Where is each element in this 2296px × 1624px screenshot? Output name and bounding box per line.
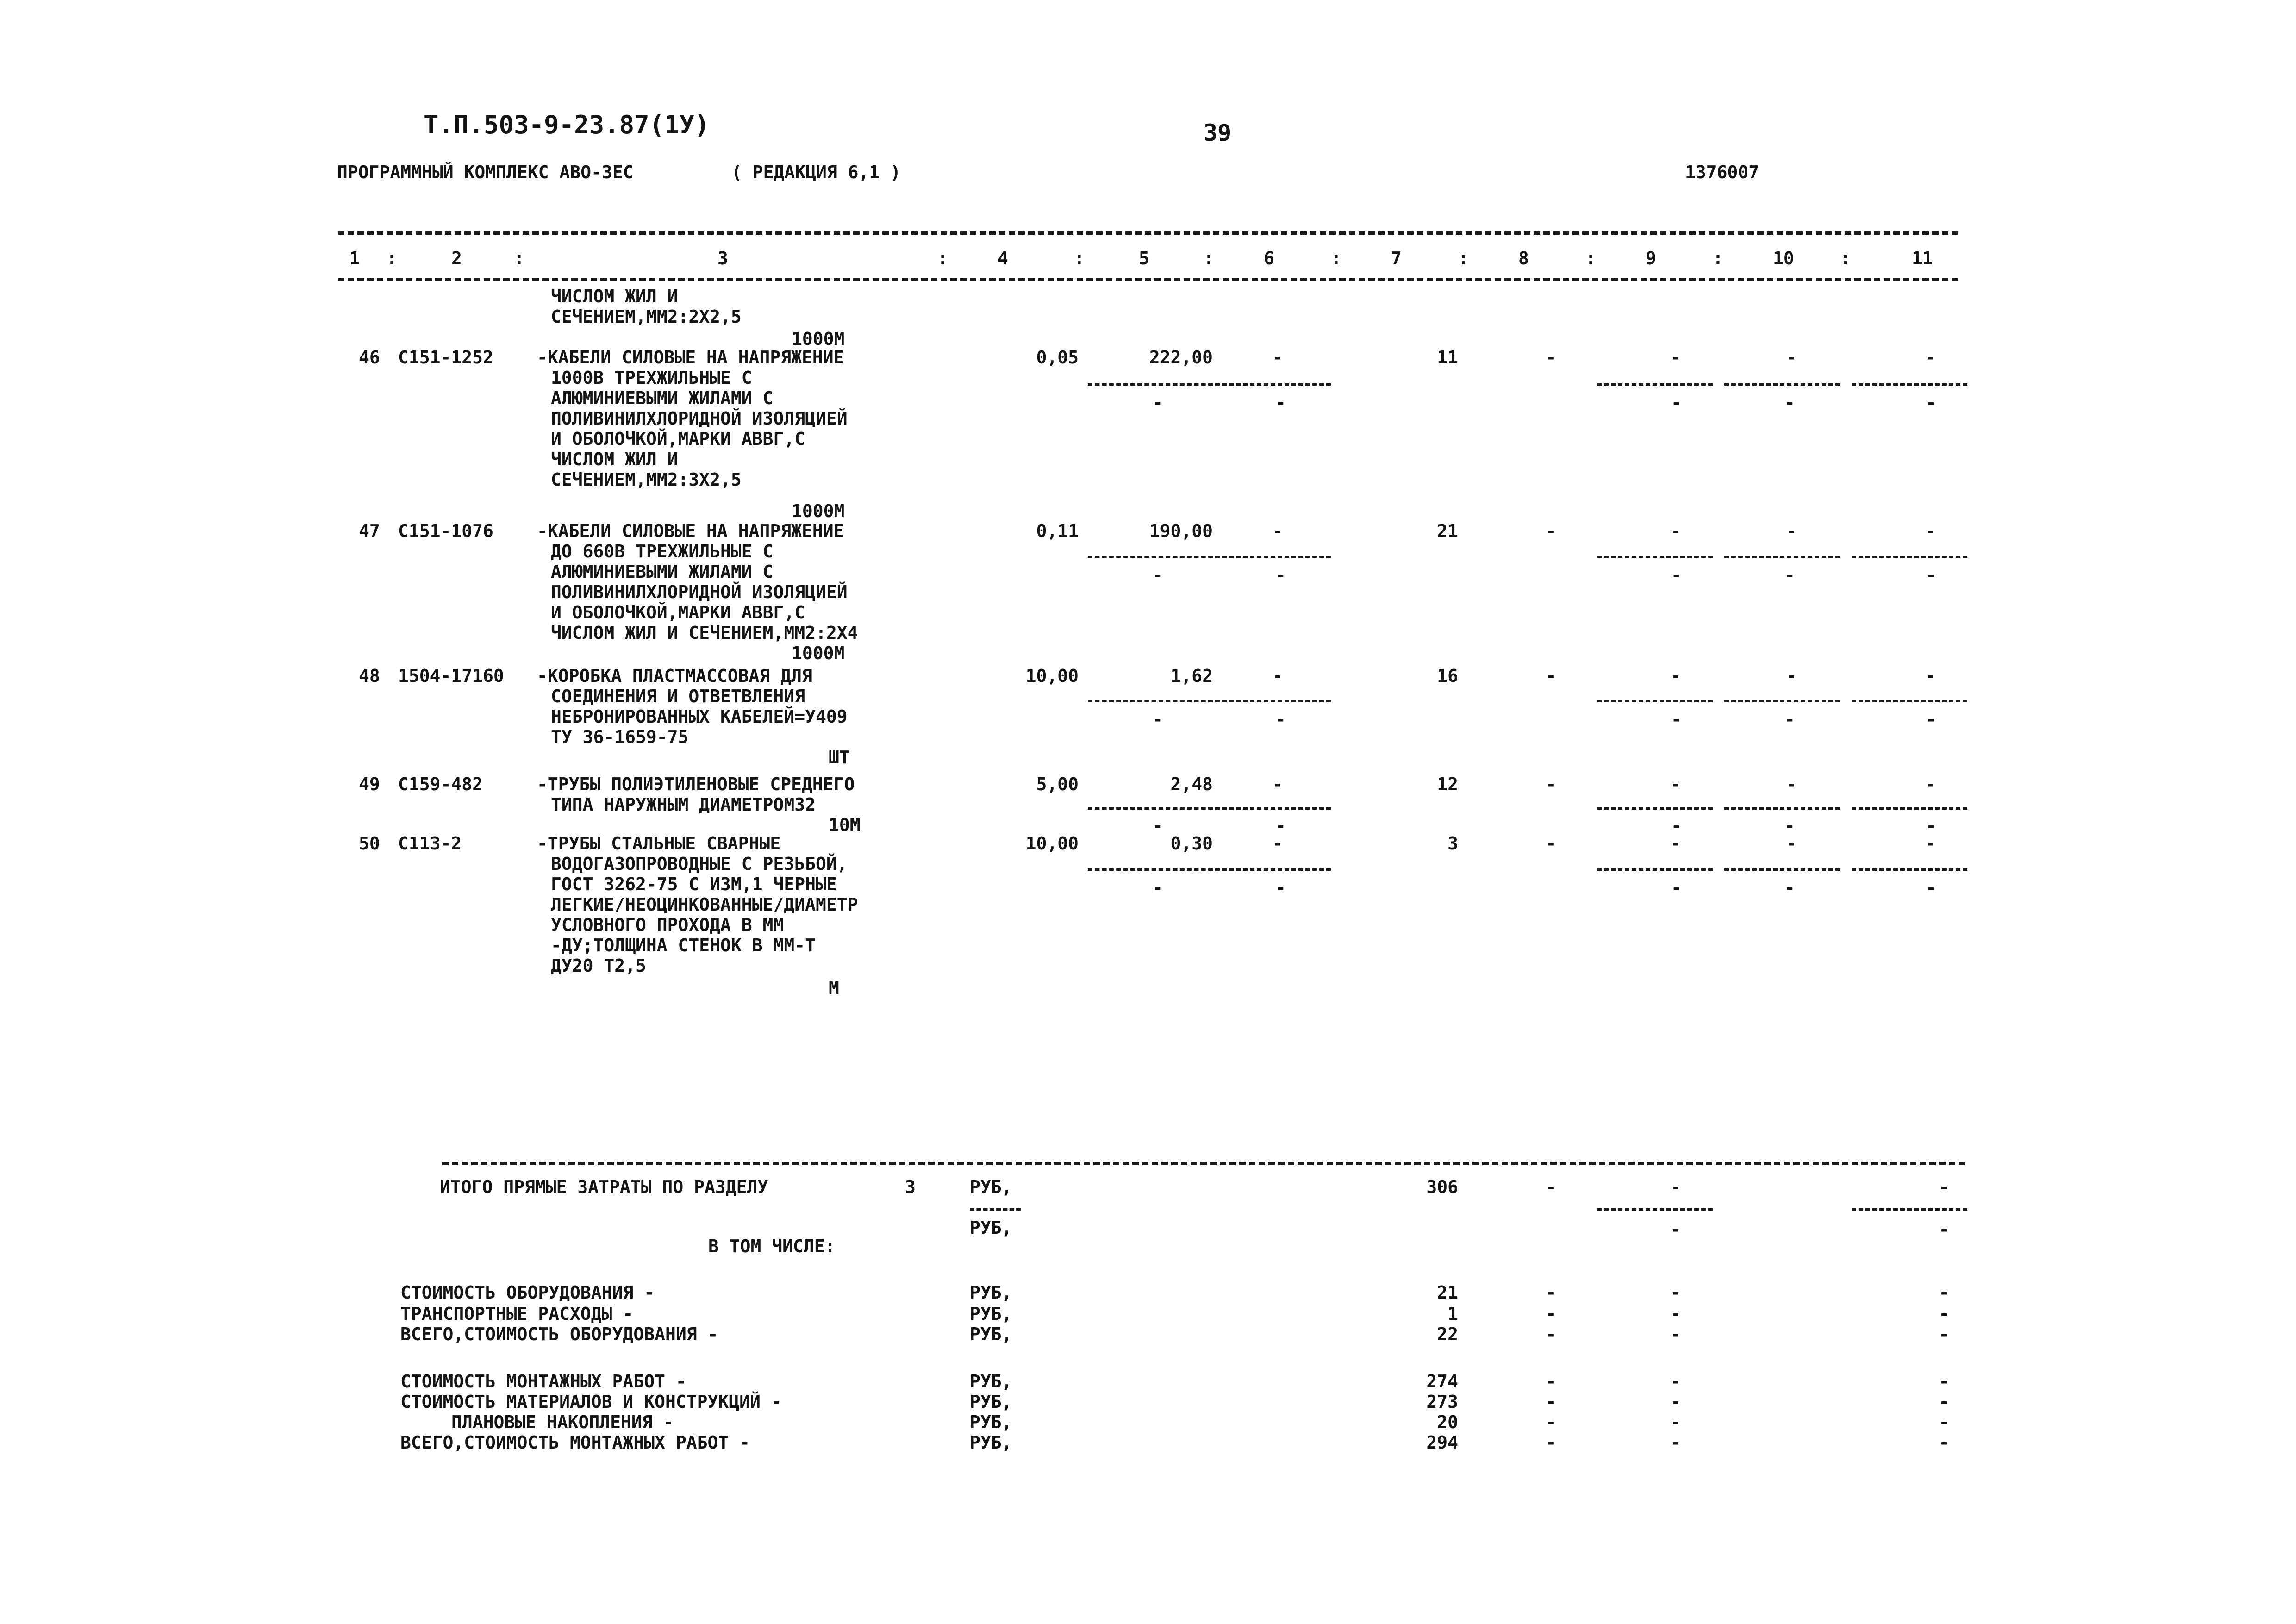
row-c9: -: [1670, 833, 1681, 854]
row-number: 47: [359, 521, 380, 541]
col-number: 7: [1391, 248, 1402, 269]
row-c7: 16: [1437, 666, 1458, 686]
summary-label: ПЛАНОВЫЕ НАКОПЛЕНИЯ -: [451, 1412, 674, 1432]
row-subrule: [1088, 807, 1213, 810]
col-number: 8: [1518, 248, 1529, 269]
summary-c9: -: [1670, 1282, 1681, 1303]
summary-c9: -: [1670, 1371, 1681, 1392]
summary-c11: -: [1939, 1412, 1950, 1432]
table-header-rule: [338, 278, 1958, 281]
row-desc-line: УСЛОВНОГО ПРОХОДА В ММ: [551, 915, 784, 935]
summary-c11: -: [1939, 1324, 1950, 1344]
row-c8: -: [1545, 521, 1556, 541]
row-sub-dash: -: [1153, 709, 1163, 730]
row-sub-dash: -: [1926, 709, 1936, 730]
row-desc-line: И ОБОЛОЧКОЙ,МАРКИ АВВГ,С: [551, 602, 805, 623]
row-c10: -: [1786, 833, 1797, 854]
edition: ( РЕДАКЦИЯ 6,1 ): [731, 162, 901, 182]
row-sub-dash: -: [1153, 816, 1163, 836]
totals-value: 306: [1426, 1177, 1458, 1197]
row-desc-line: 1000В ТРЕХЖИЛЬНЫЕ С: [551, 368, 752, 388]
summary-c11: -: [1939, 1304, 1950, 1324]
row-c8: -: [1545, 774, 1556, 794]
summary-c9: -: [1670, 1432, 1681, 1453]
summary-c11: -: [1939, 1282, 1950, 1303]
row-subrule: [1724, 868, 1840, 871]
row-qty: 0,11: [1036, 521, 1079, 541]
row-sub-dash: -: [1784, 709, 1795, 730]
row-qty: 0,05: [1036, 347, 1079, 368]
summary-unit: РУБ,: [970, 1392, 1012, 1412]
row-unit: 1000М: [792, 643, 845, 663]
row-c9: -: [1670, 774, 1681, 794]
row-desc-line: ДУ20 Т2,5: [551, 956, 646, 976]
row-desc-line: ПОЛИВИНИЛХЛОРИДНОЙ ИЗОЛЯЦИЕЙ: [551, 408, 848, 429]
row-price: 2,48: [1170, 774, 1213, 794]
row-sub-dash: -: [1926, 816, 1936, 836]
row-c11: -: [1925, 666, 1936, 686]
row-c7: 12: [1437, 774, 1458, 794]
row-unit: 10М: [829, 815, 861, 835]
summary-c11: -: [1939, 1432, 1950, 1453]
row-c11: -: [1925, 774, 1936, 794]
table-top-rule: [338, 231, 1958, 235]
summary-c8: -: [1545, 1392, 1556, 1412]
summary-label: СТОИМОСТЬ МОНТАЖНЫХ РАБОТ -: [400, 1371, 686, 1392]
row-code: С151-1252: [398, 347, 493, 368]
row-c8: -: [1545, 666, 1556, 686]
summary-value: 294: [1426, 1432, 1458, 1453]
row-sub-dash: -: [1784, 816, 1795, 836]
row-subrule: [1597, 700, 1713, 702]
col-number: 6: [1264, 248, 1274, 269]
row-price: 222,00: [1149, 347, 1213, 368]
row-code: С159-482: [398, 774, 483, 794]
row-subrule: [1597, 807, 1713, 810]
totals-c9: -: [1670, 1177, 1681, 1197]
row-sub-dash: -: [1671, 878, 1682, 898]
row-sub-dash: -: [1153, 878, 1163, 898]
summary-label: ВСЕГО,СТОИМОСТЬ МОНТАЖНЫХ РАБОТ -: [400, 1432, 750, 1453]
summary-label: СТОИМОСТЬ МАТЕРИАЛОВ И КОНСТРУКЦИЙ -: [400, 1392, 782, 1412]
summary-c8: -: [1545, 1304, 1556, 1324]
summary-unit: РУБ,: [970, 1412, 1012, 1432]
summary-c8: -: [1545, 1371, 1556, 1392]
row-number: 50: [359, 833, 380, 854]
row-c11: -: [1925, 521, 1936, 541]
row-sub-dash: -: [1671, 816, 1682, 836]
summary-c9: -: [1670, 1412, 1681, 1432]
row-desc-line: СОЕДИНЕНИЯ И ОТВЕТВЛЕНИЯ: [551, 686, 805, 706]
totals-c11: -: [1939, 1177, 1950, 1197]
col-number: 4: [998, 248, 1008, 269]
row-desc-line: ТУ 36-1659-75: [551, 727, 689, 747]
col-separator: :: [387, 248, 397, 269]
row-subrule: [1724, 700, 1840, 702]
col-separator: :: [1331, 248, 1341, 269]
row-number: 46: [359, 347, 380, 368]
row-desc-line: -КАБЕЛИ СИЛОВЫЕ НА НАПРЯЖЕНИЕ: [537, 521, 844, 541]
row-subrule: [1088, 383, 1213, 386]
row-subrule: [1724, 556, 1840, 558]
row-c7: 21: [1437, 521, 1458, 541]
row-desc-line: НЕБРОНИРОВАННЫХ КАБЕЛЕЙ=У409: [551, 706, 848, 727]
row-subrule: [1852, 700, 1967, 702]
continuation-line: ЧИСЛОМ ЖИЛ И: [551, 286, 678, 306]
doc-code: Т.П.503-9-23.87(1У): [424, 110, 710, 139]
row-subrule: [1597, 556, 1713, 558]
row-c10: -: [1786, 666, 1797, 686]
row-c9: -: [1670, 521, 1681, 541]
row-sub-dash: -: [1784, 393, 1795, 413]
row-subrule: [1852, 868, 1967, 871]
row-unit: ШТ: [829, 747, 850, 768]
row-desc-line: ВОДОГАЗОПРОВОДНЫЕ С РЕЗЬБОЙ,: [551, 854, 848, 874]
summary-value: 22: [1437, 1324, 1458, 1344]
col-separator: :: [1204, 248, 1214, 269]
row-sub-dash: -: [1926, 878, 1936, 898]
col-separator: :: [1585, 248, 1596, 269]
row-unit: М: [829, 978, 839, 998]
row-sub-dash: -: [1784, 878, 1795, 898]
row-desc-line: ДО 660В ТРЕХЖИЛЬНЫЕ С: [551, 541, 774, 562]
summary-value: 21: [1437, 1282, 1458, 1303]
summary-unit: РУБ,: [970, 1282, 1012, 1303]
row-desc-line: ГОСТ 3262-75 С ИЗМ,1 ЧЕРНЫЕ: [551, 874, 837, 894]
totals-title: ИТОГО ПРЯМЫЕ ЗАТРАТЫ ПО РАЗДЕЛУ: [440, 1177, 768, 1197]
summary-value: 273: [1426, 1392, 1458, 1412]
row-unit: 1000М: [792, 501, 845, 521]
row-sub-dash: -: [1275, 709, 1286, 730]
row-sub-dash: -: [1153, 565, 1163, 585]
totals-unit: РУБ,: [970, 1177, 1012, 1197]
row-sub-dash: -: [1275, 565, 1286, 585]
totals-including: В ТОМ ЧИСЛЕ:: [708, 1236, 836, 1256]
row-desc-line: ЧИСЛОМ ЖИЛ И СЕЧЕНИЕМ,ММ2:2Х4: [551, 623, 858, 643]
summary-value: 20: [1437, 1412, 1458, 1432]
col-separator: :: [1840, 248, 1851, 269]
row-subrule: [1852, 556, 1967, 558]
row-desc-line: -ДУ;ТОЛЩИНА СТЕНОК В ММ-Т: [551, 935, 816, 956]
row-subrule: [1088, 868, 1213, 871]
col-number: 3: [718, 248, 728, 269]
row-subrule: [1088, 700, 1213, 702]
row-sub-dash: -: [1153, 393, 1163, 413]
summary-unit: РУБ,: [970, 1304, 1012, 1324]
row-subrule: [1215, 383, 1331, 386]
row-desc-line: ТИПА НАРУЖНЫМ ДИАМЕТРОМ32: [551, 794, 816, 815]
col-separator: :: [937, 248, 948, 269]
summary-value: 1: [1447, 1304, 1458, 1324]
row-desc-line: СЕЧЕНИЕМ,ММ2:3Х2,5: [551, 469, 742, 490]
row-price: 1,62: [1170, 666, 1213, 686]
row-sub-dash: -: [1671, 709, 1682, 730]
row-subrule: [1597, 383, 1713, 386]
row-c8: -: [1545, 833, 1556, 854]
row-code: 1504-17160: [398, 666, 504, 686]
col-separator: :: [1458, 248, 1469, 269]
row-c11: -: [1925, 347, 1936, 368]
row-c9: -: [1670, 347, 1681, 368]
row-qty: 10,00: [1025, 666, 1079, 686]
row-qty: 5,00: [1036, 774, 1079, 794]
row-c7: 3: [1447, 833, 1458, 854]
summary-c9: -: [1670, 1304, 1681, 1324]
row-sub-dash: -: [1784, 565, 1795, 585]
row-c6: -: [1272, 833, 1283, 854]
totals-c9b: -: [1670, 1219, 1681, 1240]
row-desc-line: -КОРОБКА ПЛАСТМАССОВАЯ ДЛЯ: [537, 666, 812, 686]
summary-unit: РУБ,: [970, 1371, 1012, 1392]
summary-label: СТОИМОСТЬ ОБОРУДОВАНИЯ -: [400, 1282, 655, 1303]
col-number: 9: [1646, 248, 1656, 269]
summary-c11: -: [1939, 1371, 1950, 1392]
row-desc-line: АЛЮМИНИЕВЫМИ ЖИЛАМИ С: [551, 388, 774, 408]
row-c8: -: [1545, 347, 1556, 368]
row-sub-dash: -: [1275, 816, 1286, 836]
col-separator: :: [1713, 248, 1723, 269]
row-desc-line: ЧИСЛОМ ЖИЛ И: [551, 449, 678, 469]
page-number: 39: [1204, 119, 1232, 146]
summary-label: ТРАНСПОРТНЫЕ РАСХОДЫ -: [400, 1304, 634, 1324]
row-desc-line: АЛЮМИНИЕВЫМИ ЖИЛАМИ С: [551, 562, 774, 582]
summary-c9: -: [1670, 1324, 1681, 1344]
summary-value: 274: [1426, 1371, 1458, 1392]
row-subrule: [1215, 807, 1331, 810]
row-price: 190,00: [1149, 521, 1213, 541]
row-sub-dash: -: [1926, 393, 1936, 413]
continuation-line: СЕЧЕНИЕМ,ММ2:2Х2,5: [551, 306, 742, 327]
totals-section: 3: [905, 1177, 916, 1197]
row-sub-dash: -: [1275, 393, 1286, 413]
totals-unit2: РУБ,: [970, 1218, 1012, 1238]
row-c10: -: [1786, 774, 1797, 794]
column-number-row: [0, 248, 2296, 271]
row-subrule: [1852, 807, 1967, 810]
row-qty: 10,00: [1025, 833, 1079, 854]
totals-subrule: [970, 1208, 1021, 1211]
col-number: 11: [1912, 248, 1933, 269]
row-number: 49: [359, 774, 380, 794]
row-desc-line: -КАБЕЛИ СИЛОВЫЕ НА НАПРЯЖЕНИЕ: [537, 347, 844, 368]
row-sub-dash: -: [1926, 565, 1936, 585]
totals-c8: -: [1545, 1177, 1556, 1197]
row-subrule: [1215, 868, 1331, 871]
row-desc-line: И ОБОЛОЧКОЙ,МАРКИ АВВГ,С: [551, 429, 805, 449]
program-line: ПРОГРАММНЫЙ КОМПЛЕКС АВО-3ЕС: [337, 162, 634, 182]
row-subrule: [1597, 868, 1713, 871]
summary-c8: -: [1545, 1412, 1556, 1432]
summary-unit: РУБ,: [970, 1432, 1012, 1453]
row-price: 0,30: [1170, 833, 1213, 854]
summary-c8: -: [1545, 1324, 1556, 1344]
row-subrule: [1724, 383, 1840, 386]
continuation-unit: 1000М: [792, 329, 845, 349]
summary-c9: -: [1670, 1392, 1681, 1412]
row-subrule: [1852, 383, 1967, 386]
row-number: 48: [359, 666, 380, 686]
summary-c8: -: [1545, 1432, 1556, 1453]
row-c10: -: [1786, 347, 1797, 368]
col-number: 5: [1139, 248, 1149, 269]
summary-c8: -: [1545, 1282, 1556, 1303]
summary-c11: -: [1939, 1392, 1950, 1412]
row-c10: -: [1786, 521, 1797, 541]
col-number: 10: [1773, 248, 1794, 269]
summary-unit: РУБ,: [970, 1324, 1012, 1344]
totals-c11b: -: [1939, 1219, 1950, 1240]
row-c7: 11: [1437, 347, 1458, 368]
row-c6: -: [1272, 347, 1283, 368]
row-sub-dash: -: [1671, 393, 1682, 413]
col-separator: :: [514, 248, 524, 269]
col-number: 1: [349, 248, 360, 269]
row-desc-line: -ТРУБЫ СТАЛЬНЫЕ СВАРНЫЕ: [537, 833, 781, 854]
row-code: С151-1076: [398, 521, 493, 541]
row-c6: -: [1272, 666, 1283, 686]
row-subrule: [1215, 556, 1331, 558]
totals-top-rule: [442, 1162, 1965, 1165]
row-desc-line: ПОЛИВИНИЛХЛОРИДНОЙ ИЗОЛЯЦИЕЙ: [551, 582, 848, 602]
row-code: С113-2: [398, 833, 462, 854]
summary-label: ВСЕГО,СТОИМОСТЬ ОБОРУДОВАНИЯ -: [400, 1324, 718, 1344]
row-c11: -: [1925, 833, 1936, 854]
row-c9: -: [1670, 666, 1681, 686]
row-subrule: [1215, 700, 1331, 702]
row-c6: -: [1272, 774, 1283, 794]
row-sub-dash: -: [1275, 878, 1286, 898]
doc-id: 1376007: [1685, 162, 1759, 182]
col-separator: :: [1074, 248, 1085, 269]
row-c6: -: [1272, 521, 1283, 541]
row-desc-line: -ТРУБЫ ПОЛИЭТИЛЕНОВЫЕ СРЕДНЕГО: [537, 774, 855, 794]
row-subrule: [1724, 807, 1840, 810]
col-number: 2: [451, 248, 462, 269]
row-desc-line: ЛЕГКИЕ/НЕОЦИНКОВАННЫЕ/ДИАМЕТР: [551, 894, 858, 915]
row-subrule: [1088, 556, 1213, 558]
row-sub-dash: -: [1671, 565, 1682, 585]
totals-subrule: [1852, 1208, 1967, 1211]
totals-subrule: [1597, 1208, 1713, 1211]
